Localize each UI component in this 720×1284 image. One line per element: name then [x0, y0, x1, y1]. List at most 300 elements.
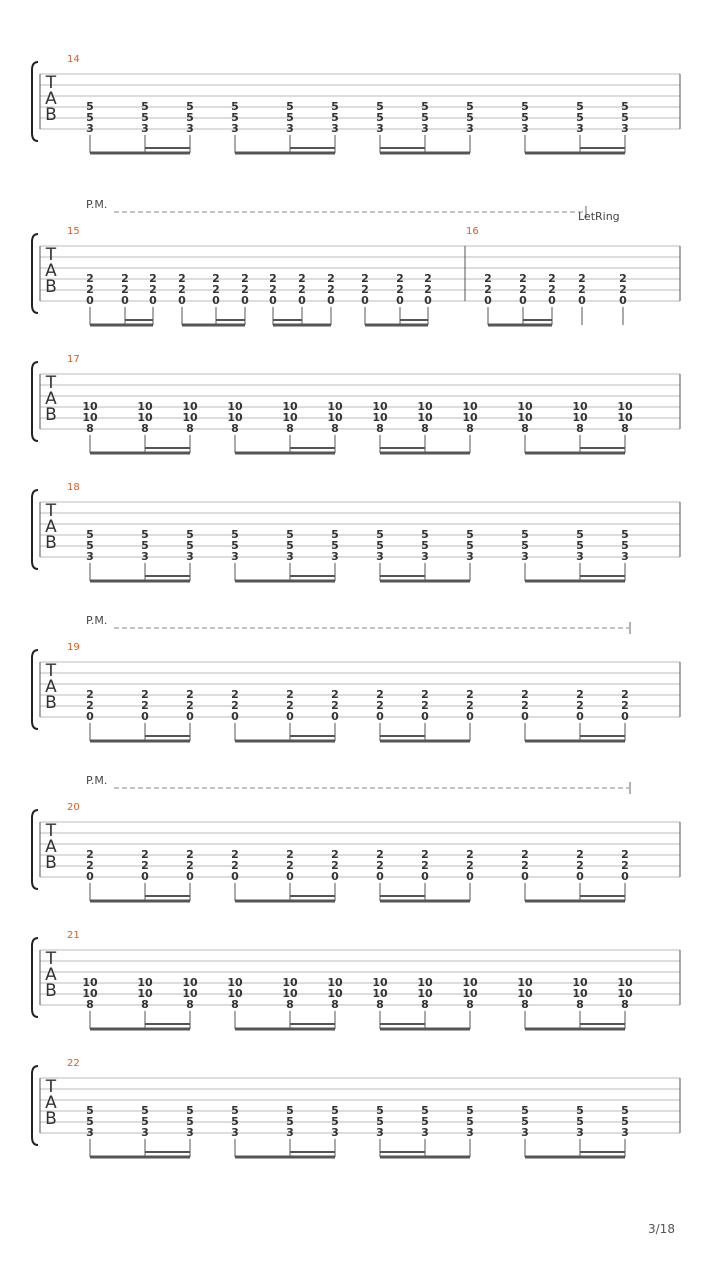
fret-number: 10 [462, 400, 478, 413]
fret-number: 5 [331, 100, 339, 113]
fret-number: 10 [227, 976, 243, 989]
measure-number: 19 [67, 642, 80, 653]
fret-number: 2 [231, 688, 239, 701]
fret-number: 3 [186, 122, 194, 135]
fret-number: 2 [376, 699, 384, 712]
fret-number: 3 [421, 550, 429, 563]
fret-number: 5 [141, 100, 149, 113]
fret-number: 5 [576, 100, 584, 113]
tab-clef-letter: B [45, 693, 57, 713]
fret-number: 0 [141, 710, 149, 723]
fret-number: 10 [617, 976, 633, 989]
palm-mute-label: P.M. [86, 774, 108, 787]
fret-number: 2 [466, 859, 474, 872]
fret-number: 8 [286, 998, 294, 1011]
fret-number: 3 [466, 550, 474, 563]
fret-number: 8 [86, 998, 94, 1011]
fret-number: 2 [141, 699, 149, 712]
fret-number: 10 [572, 411, 588, 424]
fret-number: 5 [621, 1104, 629, 1117]
fret-number: 0 [269, 294, 277, 307]
tab-clef-letter: A [45, 965, 57, 985]
fret-number: 2 [286, 848, 294, 861]
fret-number: 5 [521, 528, 529, 541]
fret-number: 5 [141, 111, 149, 124]
fret-number: 3 [621, 122, 629, 135]
fret-number: 5 [331, 1104, 339, 1117]
fret-number: 10 [372, 976, 388, 989]
tab-clef-letter: B [45, 533, 57, 553]
fret-number: 8 [141, 998, 149, 1011]
fret-number: 0 [519, 294, 527, 307]
fret-number: 2 [519, 272, 527, 285]
fret-number: 8 [621, 422, 629, 435]
fret-number: 0 [619, 294, 627, 307]
fret-number: 0 [121, 294, 129, 307]
fret-number: 3 [576, 122, 584, 135]
fret-number: 3 [141, 550, 149, 563]
fret-number: 3 [621, 550, 629, 563]
fret-number: 5 [286, 100, 294, 113]
fret-number: 2 [621, 688, 629, 701]
fret-number: 5 [86, 1104, 94, 1117]
fret-number: 5 [286, 1115, 294, 1128]
fret-number: 2 [149, 283, 157, 296]
fret-number: 3 [231, 122, 239, 135]
fret-number: 5 [521, 100, 529, 113]
fret-number: 10 [372, 400, 388, 413]
fret-number: 2 [186, 848, 194, 861]
tab-clef-letter: T [45, 501, 57, 521]
fret-number: 2 [619, 283, 627, 296]
fret-number: 2 [519, 283, 527, 296]
fret-number: 5 [186, 111, 194, 124]
fret-number: 0 [86, 870, 94, 883]
fret-number: 0 [231, 710, 239, 723]
fret-number: 5 [576, 111, 584, 124]
fret-number: 2 [331, 688, 339, 701]
fret-number: 2 [621, 848, 629, 861]
fret-number: 0 [396, 294, 404, 307]
fret-number: 2 [286, 859, 294, 872]
fret-number: 5 [421, 1115, 429, 1128]
fret-number: 3 [286, 122, 294, 135]
fret-number: 10 [572, 400, 588, 413]
fret-number: 5 [376, 1115, 384, 1128]
fret-number: 0 [186, 870, 194, 883]
fret-number: 5 [621, 528, 629, 541]
fret-number: 3 [421, 122, 429, 135]
fret-number: 3 [331, 122, 339, 135]
fret-number: 5 [186, 539, 194, 552]
tab-clef-letter: B [45, 105, 57, 125]
fret-number: 3 [576, 550, 584, 563]
fret-number: 3 [621, 1126, 629, 1139]
fret-number: 8 [186, 998, 194, 1011]
fret-number: 10 [517, 411, 533, 424]
fret-number: 2 [327, 272, 335, 285]
fret-number: 2 [141, 859, 149, 872]
fret-number: 2 [269, 272, 277, 285]
measure-number: 14 [67, 54, 80, 65]
fret-number: 0 [576, 710, 584, 723]
tab-clef-letter: B [45, 1109, 57, 1129]
fret-number: 10 [417, 987, 433, 1000]
fret-number: 8 [331, 998, 339, 1011]
fret-number: 2 [548, 283, 556, 296]
tab-clef-letter: T [45, 373, 57, 393]
fret-number: 10 [417, 400, 433, 413]
fret-number: 5 [421, 100, 429, 113]
fret-number: 5 [521, 1115, 529, 1128]
fret-number: 10 [617, 411, 633, 424]
fret-number: 2 [521, 688, 529, 701]
tab-clef-letter: A [45, 517, 57, 537]
fret-number: 5 [421, 539, 429, 552]
fret-number: 5 [376, 528, 384, 541]
fret-number: 2 [376, 848, 384, 861]
fret-number: 8 [466, 422, 474, 435]
fret-number: 2 [576, 688, 584, 701]
fret-number: 2 [424, 283, 432, 296]
fret-number: 8 [231, 998, 239, 1011]
fret-number: 8 [376, 422, 384, 435]
fret-number: 8 [141, 422, 149, 435]
fret-number: 10 [372, 411, 388, 424]
fret-number: 2 [521, 699, 529, 712]
fret-number: 10 [517, 987, 533, 1000]
let-ring-label: LetRing [578, 210, 620, 223]
fret-number: 2 [331, 848, 339, 861]
fret-number: 5 [331, 528, 339, 541]
fret-number: 0 [86, 294, 94, 307]
fret-number: 10 [372, 987, 388, 1000]
measure-number: 17 [67, 354, 80, 365]
fret-number: 2 [621, 699, 629, 712]
fret-number: 5 [376, 100, 384, 113]
fret-number: 2 [121, 283, 129, 296]
fret-number: 3 [186, 1126, 194, 1139]
fret-number: 5 [86, 1115, 94, 1128]
fret-number: 5 [466, 100, 474, 113]
fret-number: 2 [86, 688, 94, 701]
fret-number: 2 [484, 283, 492, 296]
system-bracket [32, 650, 38, 729]
fret-number: 5 [231, 539, 239, 552]
fret-number: 10 [182, 987, 198, 1000]
fret-number: 10 [517, 976, 533, 989]
tab-clef-letter: B [45, 981, 57, 1001]
fret-number: 2 [121, 272, 129, 285]
fret-number: 8 [231, 422, 239, 435]
fret-number: 0 [424, 294, 432, 307]
fret-number: 2 [241, 283, 249, 296]
fret-number: 10 [572, 987, 588, 1000]
fret-number: 5 [141, 1115, 149, 1128]
fret-number: 10 [327, 976, 343, 989]
tab-clef-letter: A [45, 389, 57, 409]
fret-number: 2 [231, 859, 239, 872]
fret-number: 5 [466, 1104, 474, 1117]
fret-number: 10 [227, 411, 243, 424]
fret-number: 10 [137, 976, 153, 989]
fret-number: 5 [576, 1115, 584, 1128]
fret-number: 5 [521, 111, 529, 124]
fret-number: 2 [361, 272, 369, 285]
fret-number: 0 [421, 710, 429, 723]
fret-number: 2 [548, 272, 556, 285]
fret-number: 5 [376, 1104, 384, 1117]
fret-number: 2 [331, 699, 339, 712]
fret-number: 8 [466, 998, 474, 1011]
fret-number: 0 [178, 294, 186, 307]
fret-number: 3 [466, 122, 474, 135]
fret-number: 5 [186, 100, 194, 113]
fret-number: 3 [421, 1126, 429, 1139]
fret-number: 5 [576, 528, 584, 541]
fret-number: 2 [521, 859, 529, 872]
fret-number: 0 [241, 294, 249, 307]
fret-number: 10 [82, 400, 98, 413]
fret-number: 2 [576, 859, 584, 872]
fret-number: 10 [517, 400, 533, 413]
tab-clef-letter: B [45, 405, 57, 425]
measure-number: 16 [466, 226, 479, 237]
fret-number: 2 [86, 272, 94, 285]
fret-number: 2 [141, 688, 149, 701]
fret-number: 5 [331, 539, 339, 552]
fret-number: 2 [178, 283, 186, 296]
measure-number: 20 [67, 802, 80, 813]
fret-number: 8 [421, 422, 429, 435]
fret-number: 5 [576, 539, 584, 552]
fret-number: 5 [186, 1104, 194, 1117]
fret-number: 5 [286, 111, 294, 124]
fret-number: 5 [576, 1104, 584, 1117]
system-bracket [32, 810, 38, 889]
fret-number: 5 [621, 111, 629, 124]
fret-number: 5 [231, 528, 239, 541]
fret-number: 0 [298, 294, 306, 307]
fret-number: 2 [421, 688, 429, 701]
tab-clef-letter: A [45, 89, 57, 109]
system-bracket [32, 938, 38, 1017]
fret-number: 2 [298, 272, 306, 285]
fret-number: 2 [186, 859, 194, 872]
fret-number: 0 [186, 710, 194, 723]
fret-number: 10 [137, 400, 153, 413]
fret-number: 2 [466, 848, 474, 861]
fret-number: 3 [521, 1126, 529, 1139]
fret-number: 0 [231, 870, 239, 883]
fret-number: 10 [417, 411, 433, 424]
fret-number: 3 [521, 122, 529, 135]
fret-number: 10 [182, 411, 198, 424]
tab-clef-letter: T [45, 245, 57, 265]
fret-number: 2 [86, 699, 94, 712]
fret-number: 5 [286, 539, 294, 552]
tab-clef-letter: B [45, 853, 57, 873]
fret-number: 2 [331, 859, 339, 872]
fret-number: 2 [621, 859, 629, 872]
fret-number: 5 [86, 100, 94, 113]
fret-number: 8 [186, 422, 194, 435]
fret-number: 0 [576, 870, 584, 883]
fret-number: 10 [327, 400, 343, 413]
fret-number: 2 [424, 272, 432, 285]
fret-number: 0 [376, 710, 384, 723]
fret-number: 5 [186, 1115, 194, 1128]
fret-number: 2 [212, 272, 220, 285]
fret-number: 2 [484, 272, 492, 285]
fret-number: 2 [576, 699, 584, 712]
fret-number: 3 [141, 122, 149, 135]
fret-number: 5 [466, 528, 474, 541]
tab-clef-letter: B [45, 277, 57, 297]
fret-number: 2 [269, 283, 277, 296]
fret-number: 2 [466, 699, 474, 712]
fret-number: 0 [466, 710, 474, 723]
fret-number: 3 [231, 550, 239, 563]
measure-number: 21 [67, 930, 80, 941]
system-bracket [32, 490, 38, 569]
fret-number: 10 [82, 987, 98, 1000]
fret-number: 2 [396, 272, 404, 285]
fret-number: 5 [286, 1104, 294, 1117]
fret-number: 5 [376, 539, 384, 552]
fret-number: 10 [282, 987, 298, 1000]
system-bracket [32, 62, 38, 141]
measure-number: 22 [67, 1058, 80, 1069]
fret-number: 2 [286, 688, 294, 701]
fret-number: 0 [361, 294, 369, 307]
fret-number: 5 [286, 528, 294, 541]
measure-number: 18 [67, 482, 80, 493]
fret-number: 10 [282, 976, 298, 989]
fret-number: 0 [141, 870, 149, 883]
fret-number: 10 [617, 400, 633, 413]
fret-number: 5 [466, 111, 474, 124]
fret-number: 0 [484, 294, 492, 307]
fret-number: 3 [286, 1126, 294, 1139]
fret-number: 10 [417, 976, 433, 989]
fret-number: 2 [231, 848, 239, 861]
fret-number: 5 [231, 100, 239, 113]
fret-number: 2 [86, 859, 94, 872]
fret-number: 0 [578, 294, 586, 307]
fret-number: 8 [621, 998, 629, 1011]
fret-number: 3 [331, 550, 339, 563]
fret-number: 5 [421, 111, 429, 124]
tab-clef-letter: A [45, 837, 57, 857]
fret-number: 5 [521, 539, 529, 552]
fret-number: 3 [86, 1126, 94, 1139]
fret-number: 5 [186, 528, 194, 541]
fret-number: 10 [137, 987, 153, 1000]
fret-number: 10 [327, 987, 343, 1000]
fret-number: 3 [286, 550, 294, 563]
fret-number: 10 [327, 411, 343, 424]
fret-number: 8 [576, 998, 584, 1011]
fret-number: 2 [186, 699, 194, 712]
fret-number: 0 [376, 870, 384, 883]
fret-number: 5 [231, 111, 239, 124]
fret-number: 2 [141, 848, 149, 861]
fret-number: 0 [466, 870, 474, 883]
fret-number: 2 [396, 283, 404, 296]
fret-number: 5 [231, 1115, 239, 1128]
fret-number: 0 [331, 710, 339, 723]
fret-number: 8 [521, 998, 529, 1011]
fret-number: 0 [421, 870, 429, 883]
fret-number: 2 [86, 848, 94, 861]
fret-number: 0 [327, 294, 335, 307]
fret-number: 2 [327, 283, 335, 296]
fret-number: 3 [331, 1126, 339, 1139]
fret-number: 3 [376, 122, 384, 135]
fret-number: 3 [576, 1126, 584, 1139]
measure-number: 15 [67, 226, 80, 237]
fret-number: 2 [421, 859, 429, 872]
system-bracket [32, 362, 38, 441]
tab-clef-letter: T [45, 1077, 57, 1097]
fret-number: 5 [86, 528, 94, 541]
fret-number: 10 [82, 976, 98, 989]
fret-number: 2 [619, 272, 627, 285]
tab-clef-letter: T [45, 949, 57, 969]
fret-number: 2 [421, 699, 429, 712]
fret-number: 3 [231, 1126, 239, 1139]
fret-number: 2 [361, 283, 369, 296]
fret-number: 5 [421, 528, 429, 541]
fret-number: 10 [182, 976, 198, 989]
fret-number: 5 [466, 1115, 474, 1128]
fret-number: 5 [376, 111, 384, 124]
fret-number: 0 [548, 294, 556, 307]
fret-number: 10 [462, 411, 478, 424]
fret-number: 10 [227, 987, 243, 1000]
fret-number: 10 [137, 411, 153, 424]
fret-number: 10 [227, 400, 243, 413]
fret-number: 5 [621, 1115, 629, 1128]
fret-number: 3 [376, 1126, 384, 1139]
fret-number: 0 [331, 870, 339, 883]
fret-number: 2 [212, 283, 220, 296]
fret-number: 2 [178, 272, 186, 285]
palm-mute-label: P.M. [86, 198, 108, 211]
fret-number: 3 [376, 550, 384, 563]
fret-number: 2 [186, 688, 194, 701]
fret-number: 8 [576, 422, 584, 435]
fret-number: 3 [86, 122, 94, 135]
fret-number: 2 [421, 848, 429, 861]
fret-number: 3 [466, 1126, 474, 1139]
fret-number: 0 [86, 710, 94, 723]
fret-number: 5 [621, 539, 629, 552]
fret-number: 2 [376, 688, 384, 701]
fret-number: 0 [621, 710, 629, 723]
fret-number: 2 [86, 283, 94, 296]
fret-number: 0 [212, 294, 220, 307]
fret-number: 8 [521, 422, 529, 435]
fret-number: 2 [376, 859, 384, 872]
fret-number: 0 [286, 710, 294, 723]
tab-clef-letter: A [45, 677, 57, 697]
fret-number: 10 [282, 400, 298, 413]
fret-number: 10 [182, 400, 198, 413]
fret-number: 2 [578, 272, 586, 285]
fret-number: 2 [149, 272, 157, 285]
